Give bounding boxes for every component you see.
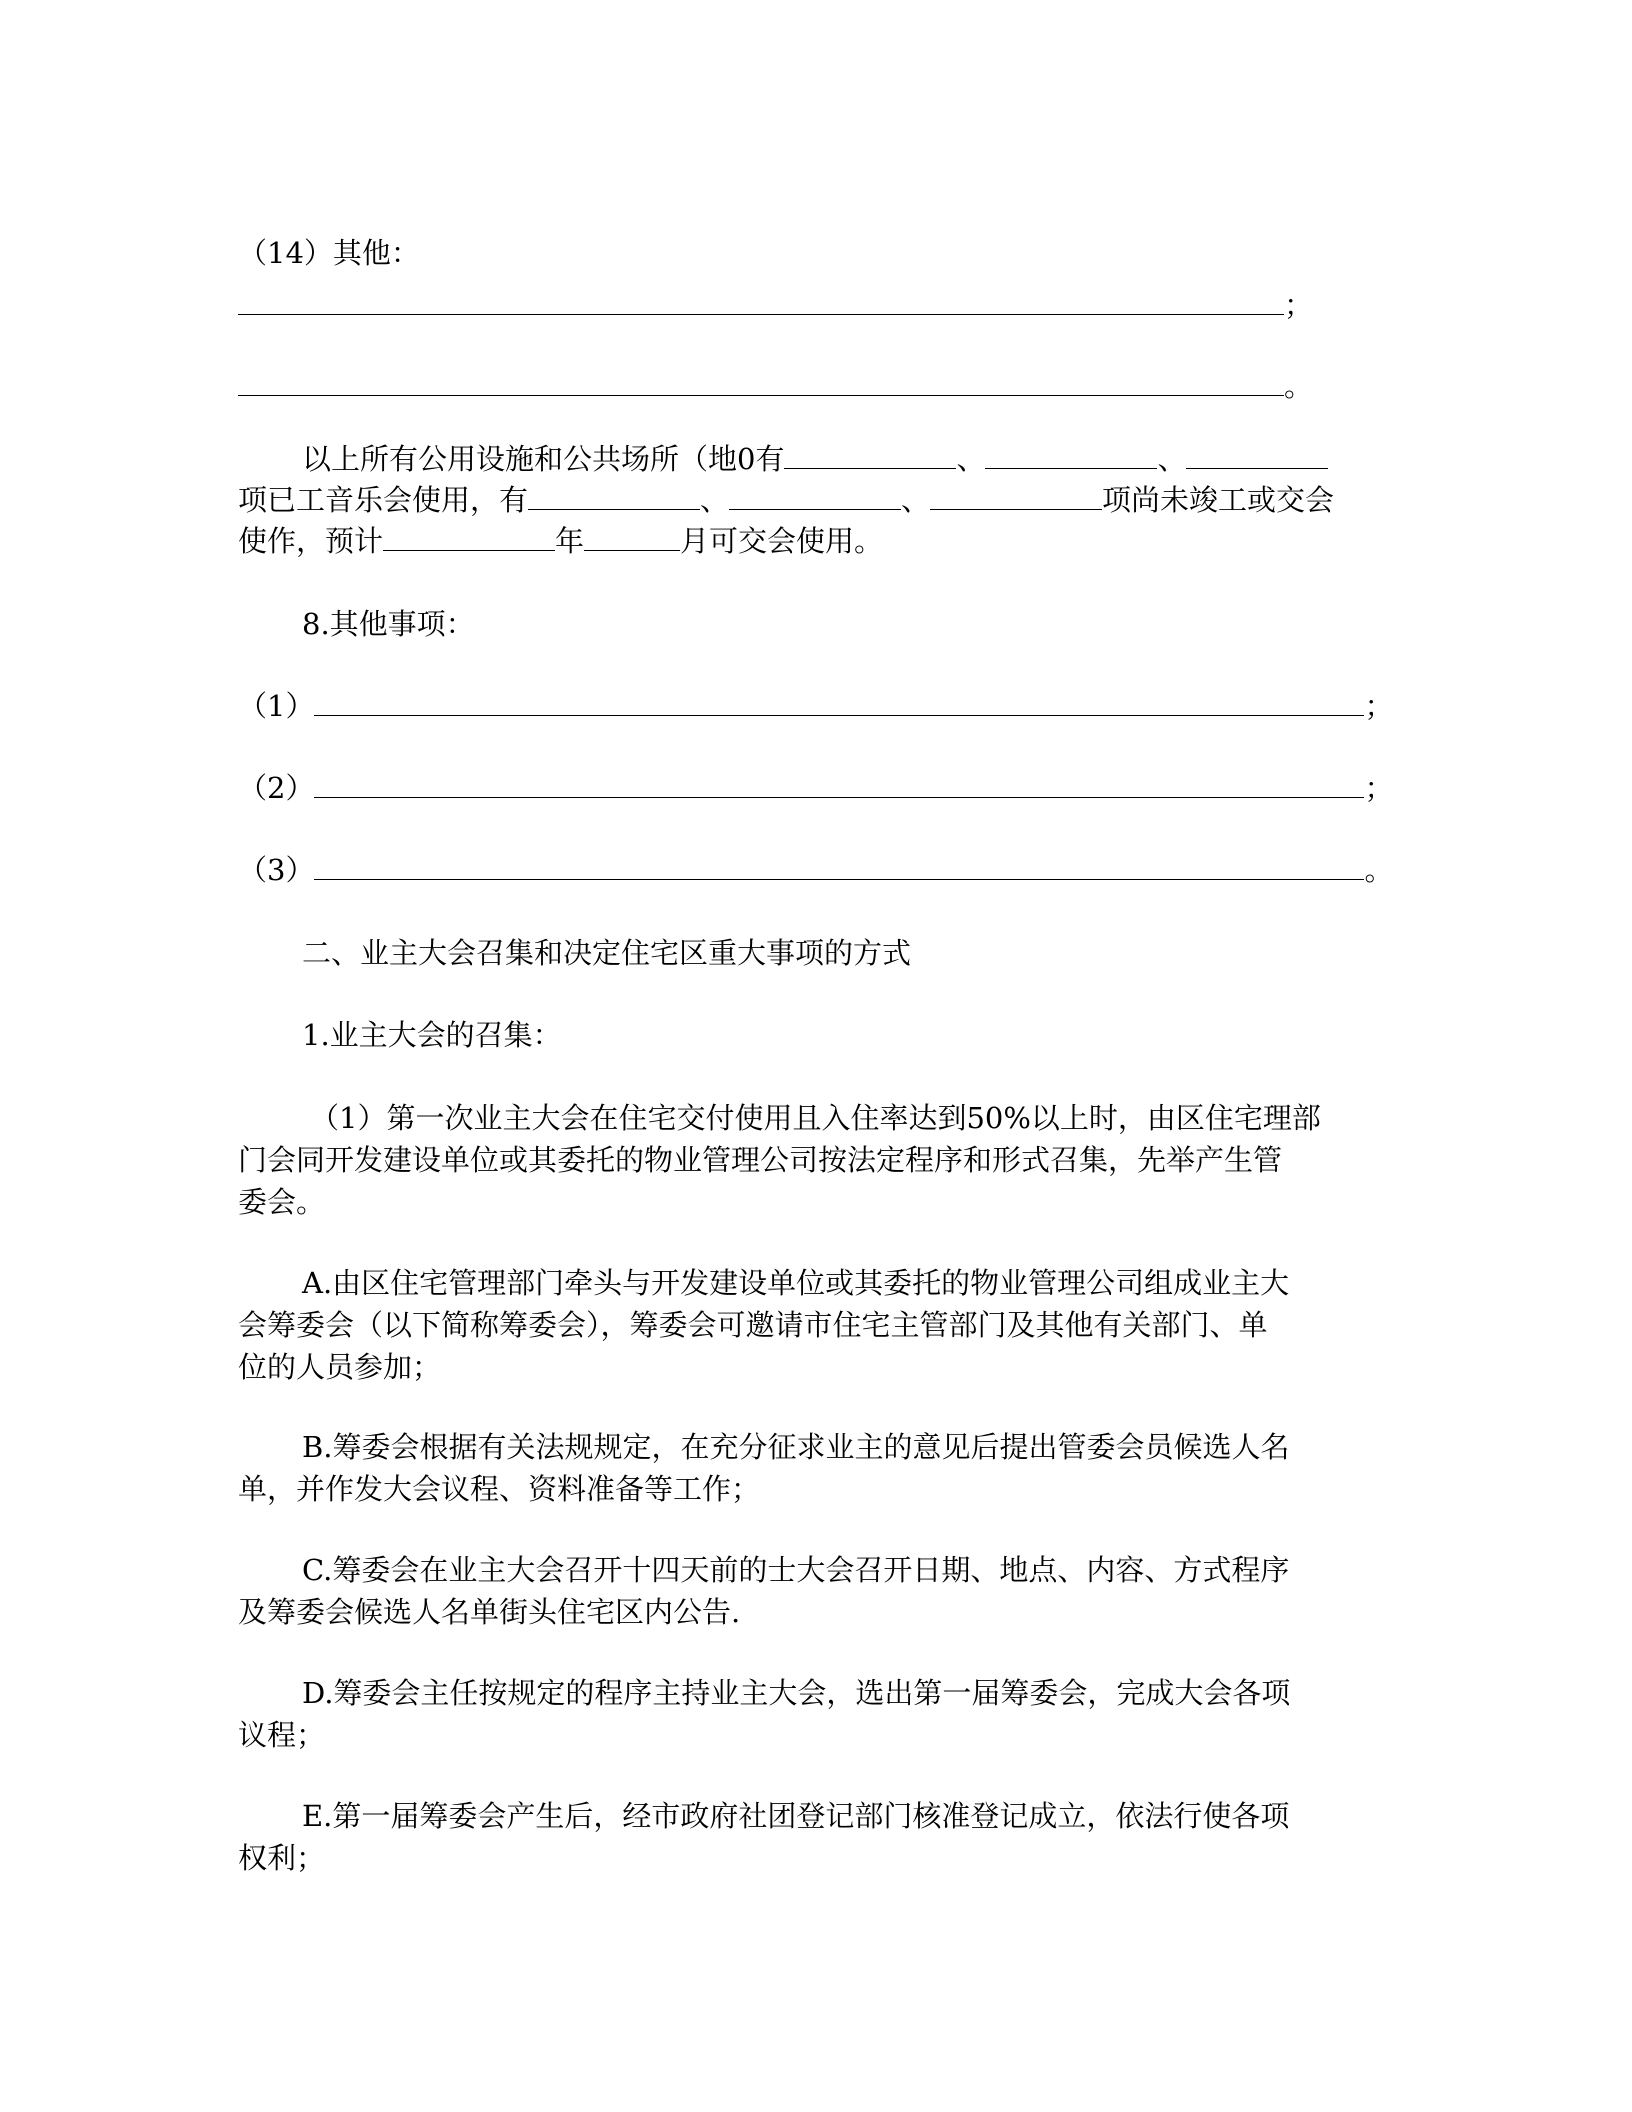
item-end: ； (1364, 689, 1394, 723)
paragraph-1 (238, 1097, 1378, 1223)
blank-line (314, 849, 1364, 880)
blank-line (985, 438, 1157, 469)
paragraph-line: C.筹委会在业主大会召开十四天前的士大会召开日期、地点、内容、方式程序 (302, 1553, 1290, 1587)
paragraph-d (238, 1672, 1378, 1756)
paragraph-line: 门会同开发建设单位或其委托的物业管理公司按法定程序和形式召集，先举产生管 (238, 1143, 1283, 1177)
blank-line (930, 479, 1102, 510)
paragraph-b (238, 1426, 1378, 1510)
paragraph-line: 议程； (238, 1718, 326, 1752)
item-14-label (238, 232, 1378, 274)
separator: 、 (700, 483, 730, 517)
item-label: （1） (238, 689, 315, 723)
item-label: （3） (238, 853, 315, 887)
blank-line (1186, 438, 1328, 469)
section-2-title (302, 932, 1442, 974)
year-text: 年 (555, 524, 585, 558)
paragraph-c (238, 1549, 1378, 1633)
paragraph-line: 权利； (238, 1841, 326, 1875)
section-2-sub-1 (302, 1014, 1442, 1056)
separator: 、 (901, 483, 931, 517)
blank-line (784, 438, 956, 469)
item-label: （2） (238, 771, 315, 805)
facilities-line-3 (238, 520, 1378, 562)
facilities-line-1 (302, 438, 1392, 480)
other-matters-title (302, 603, 1442, 645)
paragraph-line: A.由区住宅管理部门牵头与开发建设单位或其委托的物业管理公司组成业主大 (302, 1266, 1290, 1300)
blank-line (528, 479, 700, 510)
paragraph-line: 单，并作发大会议程、资料准备等工作； (238, 1472, 761, 1506)
facilities-text-3: 项尚未竣工或交会 (1102, 483, 1335, 517)
item-end: ； (1364, 771, 1394, 805)
blank-line (238, 365, 1284, 396)
other-matters-title-text: 8.其他事项： (302, 607, 475, 641)
separator: 、 (956, 442, 986, 476)
paragraph-e (238, 1795, 1378, 1879)
section-2-sub-1-text: 1.业主大会的召集： (302, 1018, 562, 1052)
separator: 、 (1157, 442, 1187, 476)
blank-line (314, 685, 1364, 716)
other-matters-item-3 (238, 849, 1394, 891)
month-text: 月可交会使用。 (680, 524, 884, 558)
paragraph-line: B.筹委会根据有关法规规定，在充分征求业主的意见后提出管委会员候选人名 (302, 1430, 1290, 1464)
blank-line (383, 520, 555, 551)
facilities-text-1: 以上所有公用设施和公共场所（地0有 (302, 442, 785, 476)
paragraph-line: 委会。 (238, 1185, 326, 1219)
blank-line (584, 520, 680, 551)
paragraph-line: 及筹委会候选人名单街头住宅区内公告. (238, 1595, 741, 1629)
blank-line (314, 767, 1364, 798)
item-14-blank-1 (238, 284, 1378, 326)
facilities-text-4: 使作，预计 (238, 524, 384, 558)
item-end: 。 (1364, 853, 1394, 887)
paragraph-line: （1）第一次业主大会在住宅交付使用且入住率达到50%以上时，由区住宅理部 (310, 1101, 1321, 1135)
semicolon: ； (1284, 288, 1314, 322)
facilities-text-2: 项已工音乐会使用，有 (238, 483, 529, 517)
blank-line (729, 479, 901, 510)
paragraph-line: D.筹委会主任按规定的程序主持业主大会，选出第一届筹委会，完成大会各项 (302, 1676, 1291, 1710)
blank-line (238, 284, 1284, 315)
paragraph-line: E.第一届筹委会产生后，经市政府社团登记部门核准登记成立，依法行使各项 (302, 1799, 1290, 1833)
paragraph-a (238, 1262, 1378, 1388)
item-14-blank-2 (238, 365, 1378, 407)
item-14-text: （14）其他： (238, 236, 420, 270)
paragraph-line: 位的人员参加； (238, 1350, 442, 1384)
other-matters-item-1 (238, 685, 1394, 727)
paragraph-line: 会筹委会（以下简称筹委会），筹委会可邀请市住宅主管部门及其他有关部门、单 (238, 1308, 1268, 1342)
facilities-line-2 (238, 479, 1378, 521)
other-matters-item-2 (238, 767, 1394, 809)
period: 。 (1284, 369, 1314, 403)
section-2-title-text: 二、业主大会召集和决定住宅区重大事项的方式 (302, 936, 912, 970)
